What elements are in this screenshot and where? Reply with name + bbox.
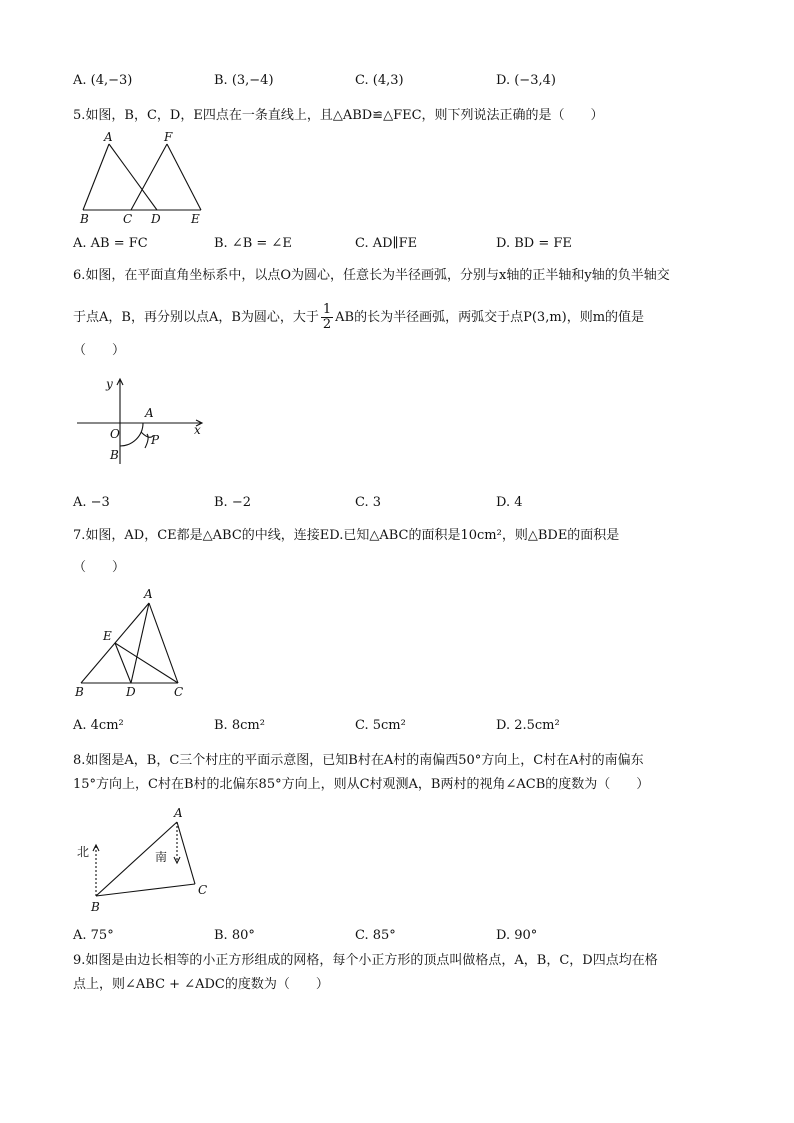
q6-label-y: y (106, 377, 113, 391)
q6-line-3: （ ） (73, 343, 126, 358)
q5-option-a: A. AB = FC (73, 236, 148, 251)
q5-label-a: A (104, 130, 113, 144)
q4-option-d: D. (−3,4) (496, 73, 556, 88)
q5-options (73, 236, 733, 252)
q8-line-2: 15°方向上，C村在B村的北偏东85°方向上，则从C村观测A，B两村的视角∠ACB的度数为（ ） (73, 777, 650, 792)
q5-label-c: C (123, 212, 133, 226)
q7-label-a: A (144, 587, 153, 601)
q5-stem: 5.如图，B，C，D，E四点在一条直线上，且△ABD≌△FEC，则下列说法正确的是（ ） (73, 108, 604, 123)
q6-label-b: B (110, 448, 119, 462)
q6-fraction-denominator: 2 (322, 317, 332, 332)
q4-option-a: A. (4,−3) (73, 73, 133, 88)
q6-options (73, 495, 733, 511)
q8-label-c: C (198, 883, 208, 897)
q4-option-c: C. (4,3) (355, 73, 404, 88)
q8-seg-bc (96, 884, 195, 896)
q6-option-d: D. 4 (496, 495, 523, 510)
q7-label-e: E (103, 629, 112, 643)
q8-label-north: 北 (77, 845, 90, 859)
q6-label-x: x (194, 423, 201, 437)
q7-line-1: 7.如图，AD，CE都是△ABC的中线，连接ED.已知△ABC的面积是10cm²，则△BDE的面积是 (73, 528, 620, 543)
q7-seg-ed (115, 643, 131, 683)
q5-label-f: F (164, 130, 173, 144)
q7-label-c: C (174, 685, 184, 699)
q7-option-c: C. 5cm² (355, 718, 406, 733)
q6-line-2 (73, 300, 723, 336)
q7-label-d: D (126, 685, 136, 699)
q7-figure (73, 585, 193, 701)
q6-option-b: B. −2 (214, 495, 251, 510)
q6-fraction-numerator: 1 (322, 302, 332, 317)
q5-option-b: B. ∠B = ∠E (214, 236, 292, 251)
q5-seg-fe (167, 144, 201, 210)
q6-label-o: O (110, 427, 120, 441)
q5-seg-ad (109, 144, 157, 210)
q7-median-ad (131, 603, 149, 683)
q6-figure (73, 372, 213, 470)
q7-seg-ac (149, 603, 178, 683)
q5-seg-ab (83, 144, 109, 210)
q6-fraction (321, 303, 333, 332)
q6-option-c: C. 3 (355, 495, 382, 510)
q8-figure (73, 804, 223, 916)
q5-figure (73, 130, 213, 228)
q4-option-b: B. (3,−4) (214, 73, 274, 88)
q8-option-c: C. 85° (355, 928, 396, 943)
q5-label-b: B (80, 212, 89, 226)
q8-seg-ac (177, 822, 195, 884)
q6-line-2-pre: 于点A，B，再分别以点A，B为圆心，大于 (73, 310, 319, 325)
q6-label-a: A (145, 406, 154, 420)
q8-label-south: 南 (155, 850, 168, 864)
q7-options (73, 718, 733, 734)
q9-line-1: 9.如图是由边长相等的小正方形组成的网格，每个小正方形的顶点叫做格点，A，B，C，D四点均在格 (73, 953, 658, 968)
q8-option-a: A. 75° (73, 928, 114, 943)
q8-option-d: D. 90° (496, 928, 538, 943)
q4-options (73, 73, 733, 89)
q5-label-d: D (151, 212, 161, 226)
q7-line-2: （ ） (73, 560, 126, 575)
q7-option-a: A. 4cm² (73, 718, 124, 733)
q6-label-p: P (151, 433, 160, 447)
q8-options (73, 928, 733, 944)
q5-option-c: C. AD∥FE (355, 236, 418, 251)
q7-option-b: B. 8cm² (214, 718, 265, 733)
q6-line-1: 6.如图，在平面直角坐标系中，以点O为圆心，任意长为半径画弧，分别与x轴的正半轴和y轴的负半轴交 (73, 268, 670, 283)
q8-line-1: 8.如图是A，B，C三个村庄的平面示意图，已知B村在A村的南偏西50°方向上，C村在A村的南偏东 (73, 753, 644, 768)
q7-label-b: B (75, 685, 84, 699)
q5-label-e: E (191, 212, 200, 226)
q6-arc-center-o (120, 423, 143, 446)
q7-option-d: D. 2.5cm² (496, 718, 560, 733)
q8-label-b: B (91, 900, 100, 914)
q5-option-d: D. BD = FE (496, 236, 572, 251)
q9-line-2: 点上，则∠ABC + ∠ADC的度数为（ ） (73, 977, 329, 992)
q6-option-a: A. −3 (73, 495, 110, 510)
q8-label-a: A (174, 806, 183, 820)
q6-line-2-post: AB的长为半径画弧，两弧交于点P(3,m)，则m的值是 (335, 310, 645, 325)
q5-seg-fc (131, 144, 167, 210)
q7-median-ce (115, 643, 178, 683)
q8-option-b: B. 80° (214, 928, 255, 943)
